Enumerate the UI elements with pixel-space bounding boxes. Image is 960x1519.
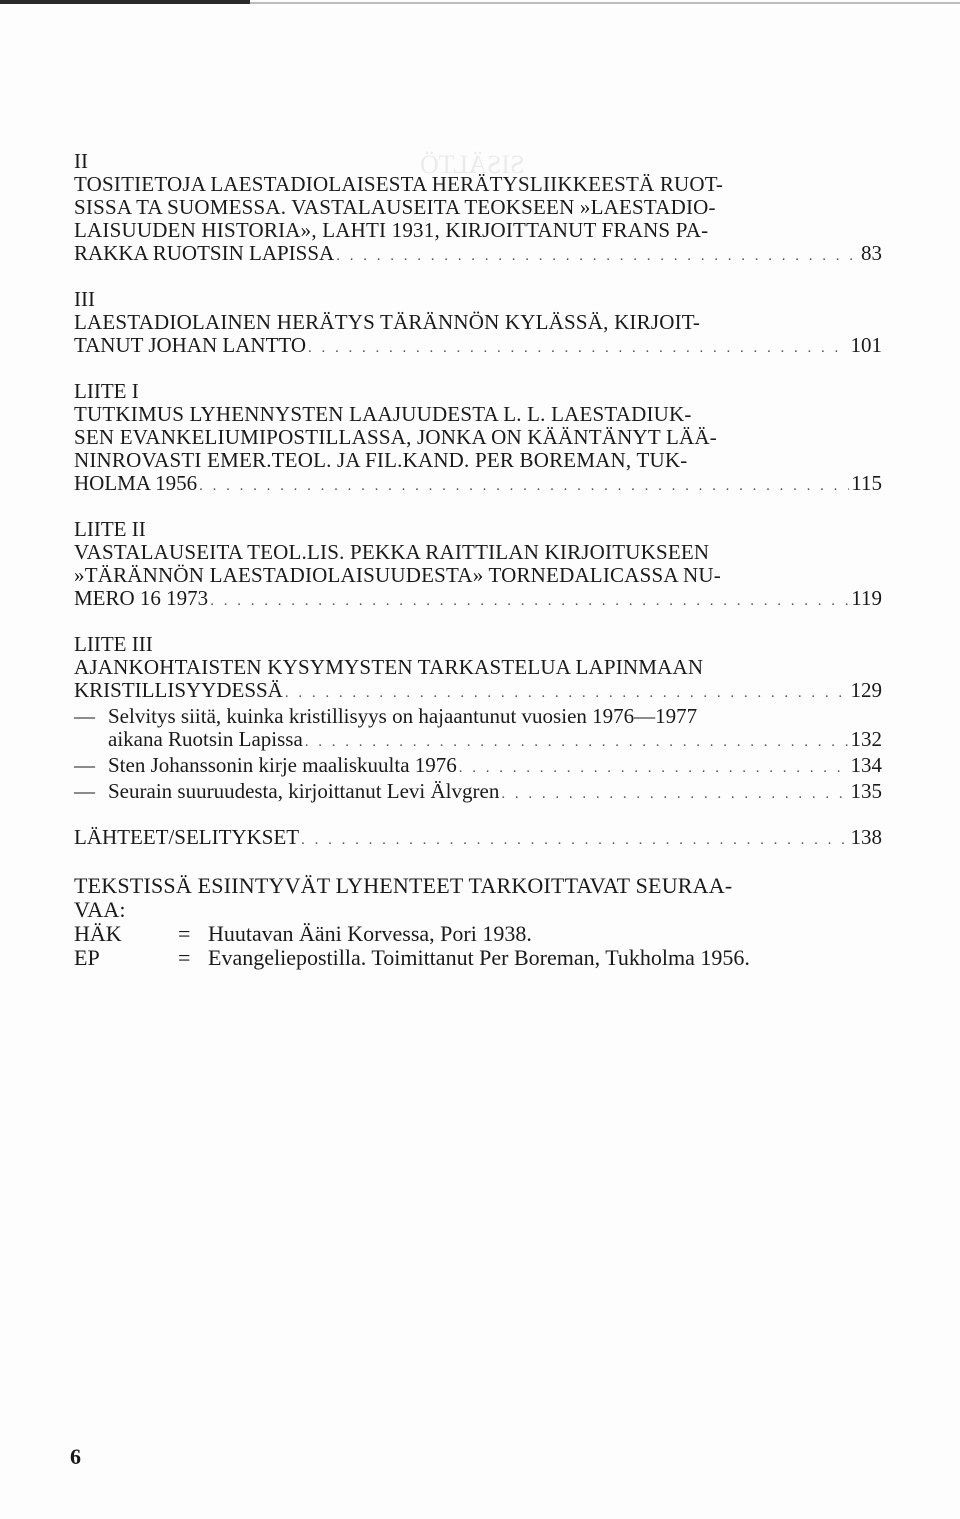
entry-text: TANUT JOHAN LANTTO: [74, 333, 307, 357]
toc-entry-line: [74, 472, 882, 498]
dot-leader: [501, 783, 848, 806]
scan-edge-line: [250, 2, 960, 4]
section-title-line: AJANKOHTAISTEN KYSYMYSTEN TARKASTELUA LAPINMAAN: [74, 655, 704, 679]
dot-leader: [459, 757, 849, 780]
page-ref: 134: [850, 753, 882, 777]
entry-text: RAKKA RUOTSIN LAPISSA: [74, 241, 335, 265]
subentry-text: Seurain suuruudesta, kirjoittanut Levi Älvgren: [108, 779, 500, 803]
toc-section-liite-iii: [74, 633, 882, 806]
toc-section-iii: [74, 288, 882, 360]
subentry-text: Sten Johanssonin kirje maaliskuulta 1976: [108, 753, 457, 777]
abbreviation-row: [74, 922, 882, 946]
section-label: II: [74, 149, 88, 173]
page-ref: 115: [851, 471, 882, 495]
dash-mark: —: [74, 779, 95, 803]
toc-entry-line: [74, 679, 882, 705]
toc-entry-line: [74, 242, 882, 268]
subentry-text: aikana Ruotsin Lapissa: [108, 727, 303, 751]
dot-leader: [285, 682, 849, 705]
entry-text: HOLMA 1956: [74, 471, 198, 495]
subentry-text: Selvitys siitä, kuinka kristillisyys on hajaantunut vuosien 1976—1977: [108, 704, 698, 728]
dash-mark: —: [74, 704, 95, 728]
scan-edge-mark: [0, 0, 250, 4]
page-ref: 129: [850, 678, 882, 702]
entry-text: MERO 16 1973: [74, 586, 209, 610]
dot-leader: [301, 829, 848, 852]
page-number: 6: [70, 1444, 81, 1469]
dot-leader: [199, 475, 849, 498]
abbreviations-section: [74, 874, 882, 970]
toc-subentry: [74, 780, 882, 806]
section-label: III: [74, 287, 95, 311]
toc-subentry: [74, 754, 882, 780]
entry-text: KRISTILLISYYDESSÄ: [74, 678, 283, 702]
section-label: LIITE I: [74, 379, 139, 403]
section-label: LIITE II: [74, 517, 146, 541]
toc-entry-line: [74, 826, 882, 852]
toc-subentry: [74, 705, 882, 728]
section-title-line: TOSITIETOJA LAESTADIOLAISESTA HERÄTYSLIIKKEESTÄ RUOT-: [74, 172, 724, 196]
abbreviation-row: [74, 946, 882, 970]
section-title-line: LAISUUDEN HISTORIA», LAHTI 1931, KIRJOITTANUT FRANS PA-: [74, 218, 709, 242]
page-ref: 135: [850, 779, 882, 803]
page-ref: 83: [861, 241, 882, 265]
table-of-contents: [74, 150, 882, 990]
dot-leader: [308, 337, 848, 360]
dash-mark: —: [74, 753, 95, 777]
toc-section-liite-i: [74, 380, 882, 498]
section-label: LIITE III: [74, 632, 153, 656]
abbreviation-value: Evangeliepostilla. Toimittanut Per Boreman, Tukholma 1956.: [208, 945, 750, 970]
toc-section-sources: [74, 826, 882, 852]
page-ref: 119: [851, 586, 882, 610]
section-title-line: VASTALAUSEITA TEOL.LIS. PEKKA RAITTILAN KIRJOITUKSEEN: [74, 540, 710, 564]
toc-entry-line: [74, 334, 882, 360]
abbreviations-heading-line: TEKSTISSÄ ESIINTYVÄT LYHENTEET TARKOITTAVAT SEURAA-: [74, 873, 733, 898]
abbreviation-value: Huutavan Ääni Korvessa, Pori 1938.: [208, 921, 532, 946]
equals-sign: =: [178, 945, 191, 970]
toc-section-ii: [74, 150, 882, 268]
abbreviation-key: EP: [74, 945, 100, 970]
section-title-line: SEN EVANKELIUMIPOSTILLASSA, JONKA ON KÄÄNTÄNYT LÄÄ-: [74, 425, 717, 449]
equals-sign: =: [178, 921, 191, 946]
toc-subentry-continuation: [74, 728, 882, 754]
section-title-line: TUTKIMUS LYHENNYSTEN LAAJUUDESTA L. L. LAESTADIUK-: [74, 402, 692, 426]
dot-leader: [210, 590, 849, 613]
section-title-line: SISSA TA SUOMESSA. VASTALAUSEITA TEOKSEEN »LAESTADIO-: [74, 195, 716, 219]
page-ref: 132: [850, 727, 882, 751]
show-through-text: SISÄLTÖ: [420, 150, 525, 179]
dot-leader: [305, 731, 849, 754]
toc-section-liite-ii: [74, 518, 882, 613]
toc-entry-line: [74, 587, 882, 613]
dot-leader: [336, 245, 859, 268]
abbreviation-key: HÄK: [74, 921, 122, 946]
section-title-line: »TÄRÄNNÖN LAESTADIOLAISUUDESTA» TORNEDALICASSA NU-: [74, 563, 721, 587]
entry-text: LÄHTEET/SELITYKSET: [74, 825, 300, 849]
page-ref: 101: [850, 333, 882, 357]
section-title-line: NINROVASTI EMER.TEOL. JA FIL.KAND. PER BOREMAN, TUK-: [74, 448, 688, 472]
page-ref: 138: [850, 825, 882, 849]
abbreviations-heading-line: VAA:: [74, 897, 126, 922]
section-title-line: LAESTADIOLAINEN HERÄTYS TÄRÄNNÖN KYLÄSSÄ, KIRJOIT-: [74, 310, 701, 334]
